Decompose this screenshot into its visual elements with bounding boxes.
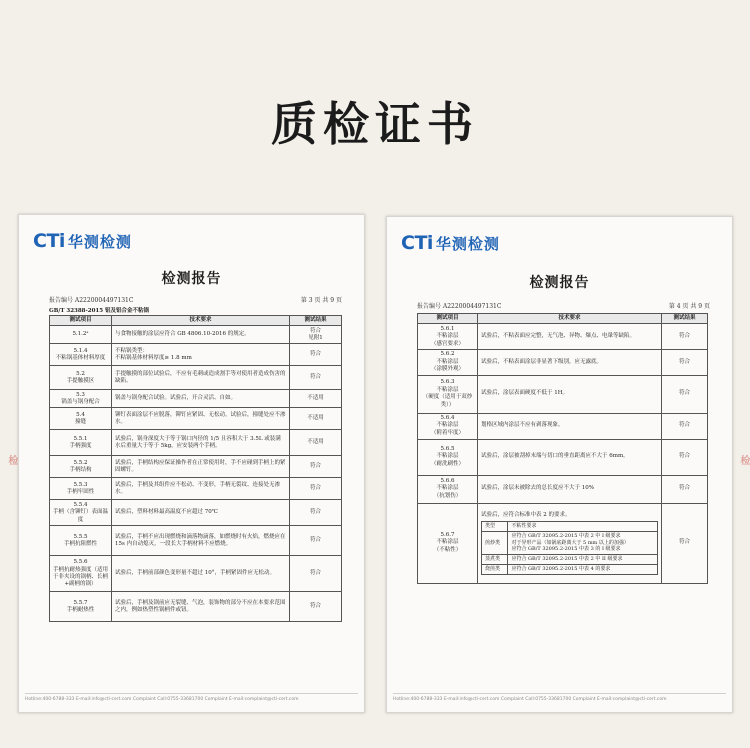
inner-cell: 烧煎类 <box>482 564 508 574</box>
test-item: 5.6.5 不粘涂层 （耐洗刷性） <box>418 439 478 475</box>
test-item: 5.3 锅盖与锅身配合 <box>50 390 112 408</box>
test-result: 符合 <box>662 503 708 583</box>
logo-cn-text: 华测检测 <box>67 232 132 251</box>
test-result: 符合 <box>290 456 342 478</box>
test-result: 符合 <box>290 366 342 390</box>
test-result: 符合 <box>290 478 342 500</box>
test-item: 5.2 手提触摸区 <box>50 366 112 390</box>
header-requirement: 技术要求 <box>478 314 662 324</box>
test-result: 符合 <box>662 350 708 375</box>
table-row <box>50 390 342 408</box>
technical-requirement: 试验后，手柄前部颜色变形量不超过 10°，手柄紧固件应无松动。 <box>112 556 290 592</box>
report-table-left <box>49 315 342 622</box>
test-result: 符合 <box>662 439 708 475</box>
table-row <box>50 526 342 556</box>
test-result: 符合 <box>662 475 708 503</box>
test-item: 5.5.7 手柄耐热性 <box>50 592 112 622</box>
test-item: 5.5.2 手柄结构 <box>50 456 112 478</box>
test-result: 不适用 <box>290 408 342 430</box>
table-row <box>50 478 342 500</box>
technical-requirement: 试验后，手柄结构应保证操作者在正常使用时，手不应碰到手柄上的紧固螺钉。 <box>112 456 290 478</box>
inner-cell: 煎炒类 <box>482 531 508 554</box>
test-item: 5.6.2 不粘涂层 （涂膜外观） <box>418 350 478 375</box>
header-result: 测试结果 <box>662 314 708 324</box>
test-item: 5.5.4 手柄（含铆钉）表面温度 <box>50 500 112 526</box>
test-result: 不适用 <box>290 390 342 408</box>
technical-requirement: 试验后，涂层被刮掉末端与切口的垂直距离应不大于 6mm。 <box>478 439 662 475</box>
technical-requirement: 与食物接触的涂层应符合 GB 4806.10-2016 的规定。 <box>112 326 290 344</box>
report-meta <box>49 295 342 304</box>
test-item: 5.4 撞缝 <box>50 408 112 430</box>
table-row <box>50 344 342 366</box>
inner-cell: 应符合 GB/T 32095.2-2015 中表 2 中 II 级要求 <box>508 555 658 565</box>
technical-requirement: 铆钉表面涂层不应脱落，铆钉应紧固、无松动。试验后，撞缝处应不渗水。 <box>112 408 290 430</box>
page-number: 第 3 页 共 9 页 <box>300 297 342 304</box>
test-item: 5.6.3 不粘涂层 （硬度（适用于双炒类）） <box>418 375 478 413</box>
requirement-text: 试验后，应符合标准中表 2 的要求。 <box>481 511 571 518</box>
table-header-row <box>418 314 708 324</box>
table-row <box>50 408 342 430</box>
test-result: 符合 <box>290 526 342 556</box>
report-title: 检测报告 <box>529 275 590 291</box>
test-result: 符合 <box>662 324 708 350</box>
technical-requirement: 手提触摸的部位试验后，不应有毛刺或造成割手等对使用者造成伤害的缺陷。 <box>112 366 290 390</box>
nonstick-requirement-table <box>481 521 658 575</box>
cti-logo <box>401 229 500 257</box>
test-item: 5.6.4 不粘涂层 （附着牢度） <box>418 413 478 439</box>
report-number: 报告编号 A2220004497131C <box>49 297 134 304</box>
header-item: 测试项目 <box>50 316 112 326</box>
report-number: 报告编号 A2220004497131C <box>417 303 502 310</box>
table-row <box>418 375 708 413</box>
test-item: 5.6.1 不粘涂层 （感官要求） <box>418 324 478 350</box>
table-row <box>418 503 708 583</box>
test-result: 不适用 <box>290 430 342 456</box>
test-item: 5.1.4 不粘锅基体材料厚度 <box>50 344 112 366</box>
stamp-mark-left: 检 <box>6 455 17 465</box>
test-result: 符合 <box>290 592 342 622</box>
test-item: 5.6.6 不粘涂层 （抗划伤） <box>418 475 478 503</box>
inner-cell: 应符合 GB/T 32095.2-2015 中表 2 中 I 级要求 对于异形产品（如锅底距离大于 5 mm 以上的加强） 应符合 GB/T 32095.2-2015 中表 3 的 I 级要求 <box>508 531 658 554</box>
cti-logo <box>33 227 132 255</box>
inner-header-cell: 类型 <box>482 522 508 532</box>
header-result: 测试结果 <box>290 316 342 326</box>
technical-requirement: 划格区域内涂层不应有剥落现象。 <box>478 413 662 439</box>
header-item: 测试项目 <box>418 314 478 324</box>
report-title: 检测报告 <box>161 271 222 287</box>
test-result: 符合 <box>290 344 342 366</box>
table-row <box>418 350 708 375</box>
page-number: 第 4 页 共 9 页 <box>668 303 710 310</box>
technical-requirement: 不粘锅类型： 不粘锅基体材料厚度≥ 1.8 mm <box>112 344 290 366</box>
table-row <box>50 556 342 592</box>
technical-requirement: 试验后，涂层未被除去的总长度应不大于 10% <box>478 475 662 503</box>
technical-requirement: 试验后，不粘表面涂层非显著下级别，应无露底。 <box>478 350 662 375</box>
logo-cti-text: CTi <box>401 232 433 254</box>
stamp-mark-right: 检 <box>738 455 749 465</box>
table-row <box>50 326 342 344</box>
technical-requirement: 试验后，涂层表面硬度不低于 1H。 <box>478 375 662 413</box>
inner-cell: 蒸煮类 <box>482 555 508 565</box>
technical-requirement: 试验后，手柄及其组件应不松动、不变形，手柄无裂纹、连接处无渗水。 <box>112 478 290 500</box>
report-meta <box>417 301 710 310</box>
report-sheet-left <box>18 214 365 713</box>
test-result: 符合 <box>662 413 708 439</box>
table-row <box>50 456 342 478</box>
table-row <box>50 430 342 456</box>
report-sheet-right <box>386 216 733 713</box>
inner-row <box>482 564 658 574</box>
header-requirement: 技术要求 <box>112 316 290 326</box>
inner-row <box>482 555 658 565</box>
page-title: 质检证书 <box>271 97 479 151</box>
technical-requirement <box>478 503 662 583</box>
report-footer: Hotline:400-6788-333 E-mail:info@cti-cert.com Complaint Call:0755-33681700 Complaint E-mail:complaint@cti-cert.com <box>25 693 358 702</box>
test-item: 5.5.1 手柄强度 <box>50 430 112 456</box>
technical-requirement: 试验后，锅身深度大于等于锅口内径的 1/5 且容积大于 3.5L 或装满水后重量大于等于 5kg，应安装两个手柄。 <box>112 430 290 456</box>
table-row <box>50 366 342 390</box>
test-item: 5.5.3 手柄牢固性 <box>50 478 112 500</box>
standard-name: GB/T 32388-2015 铝及铝合金不粘锅 <box>49 308 150 314</box>
report-table-right <box>417 313 708 584</box>
test-result: 符合 <box>290 556 342 592</box>
technical-requirement: 试验后，不粘表面应完整，无气泡、异物、爆点、电暈等缺陷。 <box>478 324 662 350</box>
test-item: 5.6.7 不粘涂层 （不粘性） <box>418 503 478 583</box>
logo-cti-text: CTi <box>33 230 65 252</box>
inner-cell: 应符合 GB/T 32095.2-2015 中表 4 的要求 <box>508 564 658 574</box>
technical-requirement: 试验后，手柄不应出现燃烧和滴落物滴落，如燃烧时有火焰，燃烧应在 15s 内自动熄灭，一段长大手柄材料不应燃烧。 <box>112 526 290 556</box>
table-row <box>418 324 708 350</box>
test-item: 5.5.5 手柄抗阻燃性 <box>50 526 112 556</box>
inner-header-cell: 不粘性要求 <box>508 522 658 532</box>
table-header-row <box>50 316 342 326</box>
table-row <box>50 500 342 526</box>
technical-requirement: 试验后，手柄及锅前应无裂缝、气泡，装饰物的部分不应在本要求范围之内，例如热塑性锅柄件或钮。 <box>112 592 290 622</box>
inner-row <box>482 531 658 554</box>
table-row <box>418 475 708 503</box>
report-footer: Hotline:400-6788-333 E-mail:info@cti-cert.com Complaint Call:0755-33681700 Complaint E-mail:complaint@cti-cert.com <box>393 693 726 702</box>
test-item: 5.5.6 手柄抗耐热强度（适用于非夹设的锅柄、长柄+副柄的锅） <box>50 556 112 592</box>
inner-header-row <box>482 522 658 532</box>
table-row <box>418 439 708 475</box>
test-result: 符合 <box>290 500 342 526</box>
table-row <box>418 413 708 439</box>
technical-requirement: 锅盖与锅身配合试验。试验后，开合灵活、自如。 <box>112 390 290 408</box>
technical-requirement: 试验后，塑料材料最高温度不应超过 70℃ <box>112 500 290 526</box>
test-result: 符合 <box>662 375 708 413</box>
test-item: 5.1.2ᵃ <box>50 326 112 344</box>
test-result: 符合 见附1 <box>290 326 342 344</box>
logo-cn-text: 华测检测 <box>435 234 500 253</box>
table-row <box>50 592 342 622</box>
